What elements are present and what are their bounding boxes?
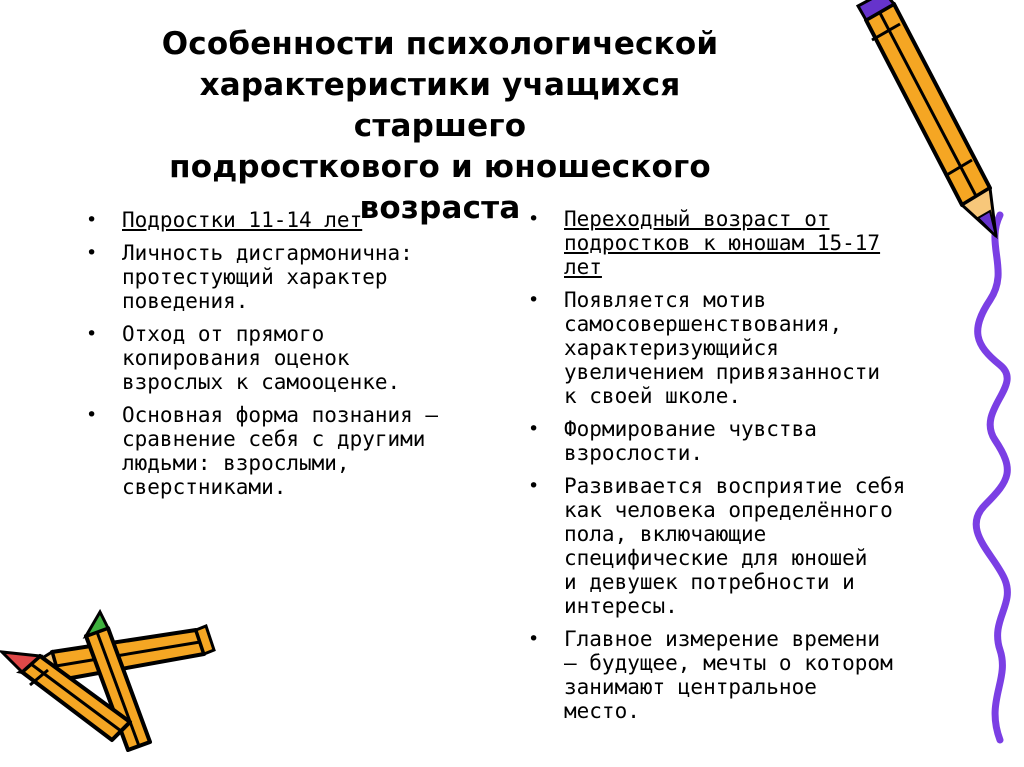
list-item-text: • Отход от прямого копирования оценок взрослых к самооценке. xyxy=(122,322,401,394)
list-item xyxy=(528,207,968,279)
list-item xyxy=(528,417,968,465)
list-item-text: • Развивается восприятие себя как человека определённого пола, включающие специфические для юношей и девушек потребности и интересы. xyxy=(564,474,906,618)
list-item-text: • Появляется мотив самосовершенствования, характеризующийся увеличением привязанности к своей школе. xyxy=(564,288,881,408)
list-item xyxy=(528,627,968,723)
list-item-text: • Подростки 11-14 лет xyxy=(122,208,363,232)
purple-squiggle-icon xyxy=(976,215,1007,740)
left-bullet-list xyxy=(86,208,486,508)
list-item-text: • Основная форма познания – сравнение себя с другими людьми: взрослыми, сверстниками. xyxy=(122,403,439,499)
list-item xyxy=(86,208,486,232)
title-line-3: подросткового и юношеского возраста xyxy=(169,149,711,226)
list-item-text: • Формирование чувства взрослости. xyxy=(564,417,817,465)
right-bullet-list xyxy=(528,207,968,732)
page-title xyxy=(120,24,760,229)
list-item xyxy=(528,288,968,408)
title-line-1: Особенности психологической xyxy=(161,26,719,62)
list-item-text: • Переходный возраст от подростков к юношам 15-17 лет xyxy=(564,207,881,279)
list-item-text: • Главное измерение времени – будущее, мечты о котором занимают центральное место. xyxy=(564,627,893,723)
list-item xyxy=(86,241,486,313)
title-line-2: характеристики учащихся старшего xyxy=(199,67,681,144)
list-item xyxy=(528,474,968,618)
pencil-top-right-icon xyxy=(858,0,996,236)
list-item-text: • Личность дисгармонична: протестующий характер поведения. xyxy=(122,241,413,313)
list-item xyxy=(86,322,486,394)
list-item xyxy=(86,403,486,499)
